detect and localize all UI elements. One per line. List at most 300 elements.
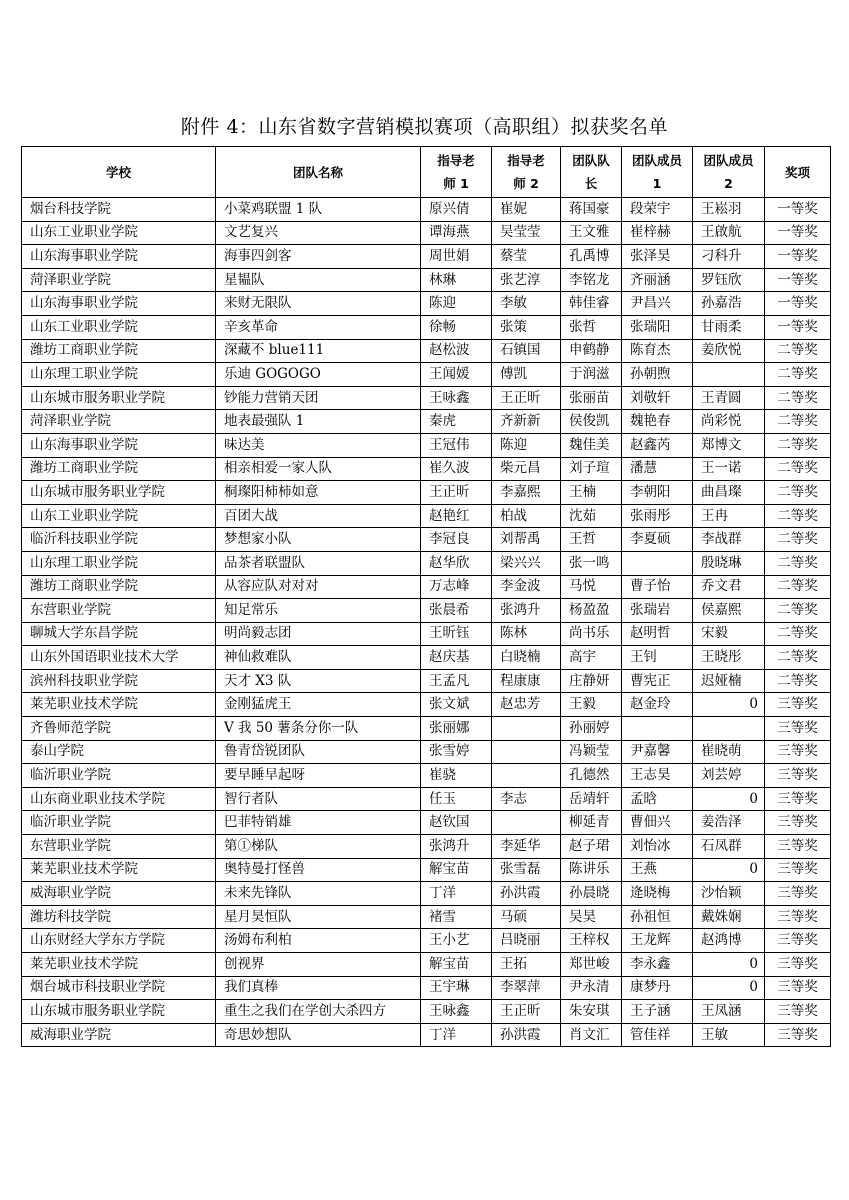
cell-advisor-2: 张雪磊 xyxy=(492,858,561,882)
cell-school: 东营职业学院 xyxy=(22,599,216,623)
cell-advisor-1: 丁洋 xyxy=(421,882,492,906)
cell-team-leader: 孔禹博 xyxy=(561,245,622,269)
cell-award: 三等奖 xyxy=(765,882,831,906)
cell-team-leader: 张一鸣 xyxy=(561,551,622,575)
column-header-line-2: 1 xyxy=(652,176,662,191)
cell-award: 三等奖 xyxy=(765,905,831,929)
cell-member-1: 曹佃兴 xyxy=(622,811,693,835)
cell-member-1: 曹子怡 xyxy=(622,575,693,599)
cell-member-1: 逄晓梅 xyxy=(622,882,693,906)
cell-member-1: 崔梓赫 xyxy=(622,221,693,245)
cell-advisor-2: 程康康 xyxy=(492,669,561,693)
cell-team-leader: 李铭龙 xyxy=(561,268,622,292)
cell-member-1: 王龙辉 xyxy=(622,929,693,953)
cell-team-leader: 魏佳美 xyxy=(561,433,622,457)
cell-advisor-1: 王咏鑫 xyxy=(421,386,492,410)
cell-team-name: 汤姆布利柏 xyxy=(216,929,421,953)
cell-member-1: 魏艳春 xyxy=(622,410,693,434)
column-header-member-1 xyxy=(622,147,693,198)
cell-advisor-2: 孙洪霞 xyxy=(492,882,561,906)
cell-member-2: 宋毅 xyxy=(693,622,765,646)
cell-advisor-2: 赵忠芳 xyxy=(492,693,561,717)
table-row xyxy=(22,268,831,292)
cell-member-1 xyxy=(622,717,693,741)
cell-team-leader: 王楠 xyxy=(561,481,622,505)
cell-team-name: 品茶者联盟队 xyxy=(216,551,421,575)
cell-member-2: 乔文君 xyxy=(693,575,765,599)
cell-member-1: 赵明哲 xyxy=(622,622,693,646)
cell-member-2: 沙怡颖 xyxy=(693,882,765,906)
cell-award: 一等奖 xyxy=(765,292,831,316)
cell-advisor-1: 原兴倩 xyxy=(421,198,492,222)
cell-award: 二等奖 xyxy=(765,622,831,646)
cell-member-2: 姜浩泽 xyxy=(693,811,765,835)
cell-team-name: 奥特曼打怪兽 xyxy=(216,858,421,882)
cell-team-name: 巴菲特销雄 xyxy=(216,811,421,835)
cell-member-1: 曹宪正 xyxy=(622,669,693,693)
cell-team-name: 金刚猛虎王 xyxy=(216,693,421,717)
cell-advisor-1: 谭海燕 xyxy=(421,221,492,245)
table-row xyxy=(22,433,831,457)
cell-advisor-1: 李冠良 xyxy=(421,528,492,552)
cell-award: 一等奖 xyxy=(765,245,831,269)
cell-team-name: 我们真棒 xyxy=(216,976,421,1000)
cell-team-leader: 郑世峻 xyxy=(561,953,622,977)
cell-team-leader: 岳靖轩 xyxy=(561,787,622,811)
cell-team-leader: 刘子瑄 xyxy=(561,457,622,481)
cell-school: 滨州科技职业学院 xyxy=(22,669,216,693)
cell-team-leader: 肖文汇 xyxy=(561,1023,622,1047)
cell-team-leader: 柳延青 xyxy=(561,811,622,835)
cell-school: 临沂职业学院 xyxy=(22,764,216,788)
column-header-line-2: 2 xyxy=(724,176,733,191)
column-header-team-leader xyxy=(561,147,622,198)
cell-member-2: 甘雨柔 xyxy=(693,315,765,339)
cell-team-leader: 王梓权 xyxy=(561,929,622,953)
cell-team-leader: 韩佳睿 xyxy=(561,292,622,316)
award-table xyxy=(21,146,831,1047)
cell-team-name: 小菜鸡联盟 1 队 xyxy=(216,198,421,222)
cell-member-2: 0 xyxy=(693,976,765,1000)
cell-team-leader: 尹永清 xyxy=(561,976,622,1000)
cell-member-2: 王晓彤 xyxy=(693,646,765,670)
cell-team-name: 文艺复兴 xyxy=(216,221,421,245)
table-row xyxy=(22,575,831,599)
cell-team-leader: 高宇 xyxy=(561,646,622,670)
cell-member-1: 王钊 xyxy=(622,646,693,670)
table-row xyxy=(22,221,831,245)
cell-member-2: 王凤涵 xyxy=(693,1000,765,1024)
cell-award: 三等奖 xyxy=(765,1000,831,1024)
column-header-line-2: 师 1 xyxy=(443,176,469,191)
cell-team-leader: 于润滋 xyxy=(561,363,622,387)
cell-award: 二等奖 xyxy=(765,575,831,599)
cell-school: 莱芜职业技术学院 xyxy=(22,858,216,882)
table-row xyxy=(22,669,831,693)
cell-member-1: 李夏硕 xyxy=(622,528,693,552)
cell-school: 莱芜职业技术学院 xyxy=(22,953,216,977)
column-header-line-1: 团队队 xyxy=(572,153,610,168)
cell-advisor-2: 李志 xyxy=(492,787,561,811)
cell-advisor-1: 王昕钰 xyxy=(421,622,492,646)
cell-advisor-1: 王正昕 xyxy=(421,481,492,505)
cell-member-1: 刘敬轩 xyxy=(622,386,693,410)
table-row xyxy=(22,457,831,481)
cell-advisor-2: 张艺淳 xyxy=(492,268,561,292)
cell-advisor-2: 陈林 xyxy=(492,622,561,646)
column-header-line-1: 团队成员 xyxy=(703,153,754,168)
cell-award: 三等奖 xyxy=(765,858,831,882)
cell-advisor-1: 丁洋 xyxy=(421,1023,492,1047)
cell-advisor-2 xyxy=(492,764,561,788)
cell-member-2: 赵鸿博 xyxy=(693,929,765,953)
cell-school: 山东财经大学东方学院 xyxy=(22,929,216,953)
cell-member-1: 陈育杰 xyxy=(622,339,693,363)
cell-team-name: 深藏不 blue111 xyxy=(216,339,421,363)
cell-award: 三等奖 xyxy=(765,1023,831,1047)
cell-award: 二等奖 xyxy=(765,481,831,505)
cell-award: 二等奖 xyxy=(765,386,831,410)
cell-advisor-2: 吴莹莹 xyxy=(492,221,561,245)
cell-advisor-1: 赵艳红 xyxy=(421,504,492,528)
cell-member-2: 孙嘉浩 xyxy=(693,292,765,316)
cell-school: 山东商业职业技术学院 xyxy=(22,787,216,811)
cell-advisor-1: 张雪婷 xyxy=(421,740,492,764)
cell-advisor-1: 王孟凡 xyxy=(421,669,492,693)
cell-member-2: 0 xyxy=(693,953,765,977)
cell-team-name: 鲁青岱锐团队 xyxy=(216,740,421,764)
column-header-line-1: 团队成员 xyxy=(631,153,682,168)
cell-school: 山东理工职业学院 xyxy=(22,363,216,387)
cell-advisor-2: 刘帮禹 xyxy=(492,528,561,552)
cell-team-leader: 王哲 xyxy=(561,528,622,552)
table-row xyxy=(22,929,831,953)
cell-award: 三等奖 xyxy=(765,835,831,859)
table-row xyxy=(22,363,831,387)
cell-team-name: 钞能力营销天团 xyxy=(216,386,421,410)
cell-team-name: 明尚毅志团 xyxy=(216,622,421,646)
table-row xyxy=(22,764,831,788)
cell-member-1: 李永鑫 xyxy=(622,953,693,977)
table-row xyxy=(22,198,831,222)
cell-member-2: 姜欣悦 xyxy=(693,339,765,363)
cell-team-name: 重生之我们在学创大杀四方 xyxy=(216,1000,421,1024)
cell-school: 东营职业学院 xyxy=(22,835,216,859)
table-row xyxy=(22,905,831,929)
cell-team-name: 星韫队 xyxy=(216,268,421,292)
table-row xyxy=(22,811,831,835)
cell-team-name: 天才 X3 队 xyxy=(216,669,421,693)
cell-team-name: 要早睡早起呀 xyxy=(216,764,421,788)
table-row xyxy=(22,551,831,575)
cell-award: 一等奖 xyxy=(765,198,831,222)
cell-award: 三等奖 xyxy=(765,787,831,811)
cell-school: 潍坊工商职业学院 xyxy=(22,339,216,363)
cell-school: 山东城市服务职业学院 xyxy=(22,386,216,410)
cell-member-2: 尚彩悦 xyxy=(693,410,765,434)
cell-school: 临沂职业学院 xyxy=(22,811,216,835)
cell-team-leader: 杨盈盈 xyxy=(561,599,622,623)
cell-school: 山东城市服务职业学院 xyxy=(22,481,216,505)
cell-advisor-1: 秦虎 xyxy=(421,410,492,434)
cell-team-leader: 王文雅 xyxy=(561,221,622,245)
cell-advisor-1: 赵钦国 xyxy=(421,811,492,835)
cell-advisor-2: 吕晓丽 xyxy=(492,929,561,953)
cell-member-2: 王敏 xyxy=(693,1023,765,1047)
cell-advisor-1: 赵华欣 xyxy=(421,551,492,575)
cell-award: 三等奖 xyxy=(765,693,831,717)
cell-advisor-1: 任玉 xyxy=(421,787,492,811)
column-header-advisor-2 xyxy=(492,147,561,198)
cell-team-leader: 侯俊凯 xyxy=(561,410,622,434)
cell-school: 威海职业学院 xyxy=(22,1023,216,1047)
cell-team-name: 辛亥革命 xyxy=(216,315,421,339)
cell-member-2: 罗钰欣 xyxy=(693,268,765,292)
cell-advisor-1: 王冠伟 xyxy=(421,433,492,457)
cell-advisor-2 xyxy=(492,811,561,835)
cell-school: 临沂科技职业学院 xyxy=(22,528,216,552)
cell-school: 山东城市服务职业学院 xyxy=(22,1000,216,1024)
cell-member-1 xyxy=(622,551,693,575)
cell-advisor-1: 解宝苗 xyxy=(421,858,492,882)
cell-member-2: 殷晓琳 xyxy=(693,551,765,575)
cell-member-2: 迟娅楠 xyxy=(693,669,765,693)
table-row xyxy=(22,339,831,363)
table-row xyxy=(22,599,831,623)
cell-team-leader: 张丽苗 xyxy=(561,386,622,410)
cell-advisor-2: 孙洪霞 xyxy=(492,1023,561,1047)
column-header-advisor-1 xyxy=(421,147,492,198)
cell-member-1: 潘慧 xyxy=(622,457,693,481)
cell-school: 山东外国语职业技术大学 xyxy=(22,646,216,670)
cell-member-1: 康梦丹 xyxy=(622,976,693,1000)
column-header-line-1: 学校 xyxy=(105,164,131,180)
table-row xyxy=(22,481,831,505)
cell-member-2: 刁科升 xyxy=(693,245,765,269)
cell-member-2: 崔晓萌 xyxy=(693,740,765,764)
table-row xyxy=(22,787,831,811)
cell-member-1: 赵鑫芮 xyxy=(622,433,693,457)
page-title: 附件 4：山东省数字营销模拟赛项（高职组）拟获奖名单 xyxy=(180,116,669,138)
cell-member-1: 王燕 xyxy=(622,858,693,882)
cell-advisor-1: 解宝苗 xyxy=(421,953,492,977)
column-header-member-2 xyxy=(693,147,765,198)
cell-member-1: 李朝阳 xyxy=(622,481,693,505)
cell-member-1: 张瑞岩 xyxy=(622,599,693,623)
cell-award: 三等奖 xyxy=(765,740,831,764)
cell-school: 泰山学院 xyxy=(22,740,216,764)
cell-team-leader: 庄静妍 xyxy=(561,669,622,693)
cell-team-leader: 赵子珺 xyxy=(561,835,622,859)
cell-school: 山东海事职业学院 xyxy=(22,433,216,457)
table-row xyxy=(22,528,831,552)
cell-school: 潍坊工商职业学院 xyxy=(22,575,216,599)
cell-award: 二等奖 xyxy=(765,551,831,575)
cell-member-1: 尹昌兴 xyxy=(622,292,693,316)
cell-advisor-2: 白晓楠 xyxy=(492,646,561,670)
cell-advisor-2: 梁兴兴 xyxy=(492,551,561,575)
cell-member-1: 段荣宇 xyxy=(622,198,693,222)
table-row xyxy=(22,410,831,434)
cell-school: 山东海事职业学院 xyxy=(22,292,216,316)
cell-team-leader: 孙晨晓 xyxy=(561,882,622,906)
cell-team-name: 味达美 xyxy=(216,433,421,457)
cell-member-1: 尹嘉馨 xyxy=(622,740,693,764)
cell-member-1: 王子涵 xyxy=(622,1000,693,1024)
cell-award: 一等奖 xyxy=(765,315,831,339)
table-row xyxy=(22,245,831,269)
cell-team-name: 未来先锋队 xyxy=(216,882,421,906)
cell-member-1: 孙祖恒 xyxy=(622,905,693,929)
cell-team-name: 第①梯队 xyxy=(216,835,421,859)
cell-team-name: 百团大战 xyxy=(216,504,421,528)
cell-advisor-1: 褚雪 xyxy=(421,905,492,929)
cell-team-name: 智行者队 xyxy=(216,787,421,811)
table-row xyxy=(22,315,831,339)
table-body xyxy=(22,198,831,1047)
table-row xyxy=(22,292,831,316)
cell-member-2: 侯嘉熙 xyxy=(693,599,765,623)
cell-award: 三等奖 xyxy=(765,953,831,977)
cell-member-1: 张泽昊 xyxy=(622,245,693,269)
cell-award: 二等奖 xyxy=(765,433,831,457)
table-row xyxy=(22,646,831,670)
column-header-line-1: 团队名称 xyxy=(292,164,343,180)
cell-advisor-2: 王正昕 xyxy=(492,386,561,410)
table-row xyxy=(22,858,831,882)
cell-member-2: 0 xyxy=(693,858,765,882)
cell-member-1: 孙朝煦 xyxy=(622,363,693,387)
cell-award: 三等奖 xyxy=(765,717,831,741)
table-row xyxy=(22,835,831,859)
cell-school: 菏泽职业学院 xyxy=(22,268,216,292)
cell-award: 二等奖 xyxy=(765,599,831,623)
cell-school: 山东工业职业学院 xyxy=(22,221,216,245)
cell-award: 二等奖 xyxy=(765,410,831,434)
cell-team-name: V 我 50 薯条分你一队 xyxy=(216,717,421,741)
cell-advisor-2: 陈迎 xyxy=(492,433,561,457)
cell-member-2: 王啟航 xyxy=(693,221,765,245)
cell-advisor-2 xyxy=(492,740,561,764)
cell-advisor-1: 张晨希 xyxy=(421,599,492,623)
cell-school: 威海职业学院 xyxy=(22,882,216,906)
cell-team-name: 神仙救难队 xyxy=(216,646,421,670)
cell-team-name: 海事四剑客 xyxy=(216,245,421,269)
cell-advisor-1: 徐畅 xyxy=(421,315,492,339)
cell-advisor-2: 蔡莹 xyxy=(492,245,561,269)
cell-school: 菏泽职业学院 xyxy=(22,410,216,434)
cell-team-leader: 尚书乐 xyxy=(561,622,622,646)
cell-award: 二等奖 xyxy=(765,504,831,528)
cell-advisor-2: 李敏 xyxy=(492,292,561,316)
cell-team-name: 知足常乐 xyxy=(216,599,421,623)
cell-advisor-2: 石镇国 xyxy=(492,339,561,363)
cell-member-1: 孟晗 xyxy=(622,787,693,811)
cell-team-leader: 张哲 xyxy=(561,315,622,339)
cell-school: 山东工业职业学院 xyxy=(22,315,216,339)
table-row xyxy=(22,717,831,741)
cell-award: 三等奖 xyxy=(765,811,831,835)
cell-school: 山东海事职业学院 xyxy=(22,245,216,269)
cell-advisor-2: 齐新新 xyxy=(492,410,561,434)
column-header-line-1: 指导老 xyxy=(507,153,545,168)
cell-team-name: 相亲相爱一家人队 xyxy=(216,457,421,481)
cell-team-leader: 朱安琪 xyxy=(561,1000,622,1024)
cell-member-2: 戴姝娴 xyxy=(693,905,765,929)
cell-advisor-2: 柏战 xyxy=(492,504,561,528)
cell-team-leader: 吴昊 xyxy=(561,905,622,929)
cell-member-2: 刘芸婷 xyxy=(693,764,765,788)
cell-award: 三等奖 xyxy=(765,976,831,1000)
cell-award: 二等奖 xyxy=(765,528,831,552)
column-header-line-2: 长 xyxy=(584,176,598,191)
cell-advisor-2: 王正昕 xyxy=(492,1000,561,1024)
cell-award: 二等奖 xyxy=(765,646,831,670)
cell-award: 二等奖 xyxy=(765,339,831,363)
table-row xyxy=(22,622,831,646)
cell-advisor-2: 傅凯 xyxy=(492,363,561,387)
cell-member-2: 0 xyxy=(693,693,765,717)
cell-member-2: 王青圆 xyxy=(693,386,765,410)
cell-advisor-2: 李延华 xyxy=(492,835,561,859)
table-row xyxy=(22,976,831,1000)
cell-advisor-2: 崔妮 xyxy=(492,198,561,222)
cell-team-leader: 孙丽婷 xyxy=(561,717,622,741)
cell-advisor-1: 赵松波 xyxy=(421,339,492,363)
cell-member-2: 李战群 xyxy=(693,528,765,552)
cell-award: 二等奖 xyxy=(765,457,831,481)
cell-team-leader: 申鹤静 xyxy=(561,339,622,363)
cell-award: 三等奖 xyxy=(765,929,831,953)
column-header-line-1: 指导老 xyxy=(437,153,475,168)
cell-member-1: 王志昊 xyxy=(622,764,693,788)
cell-advisor-1: 赵庆基 xyxy=(421,646,492,670)
cell-school: 潍坊工商职业学院 xyxy=(22,457,216,481)
cell-member-2: 石凤群 xyxy=(693,835,765,859)
cell-advisor-1: 王咏鑫 xyxy=(421,1000,492,1024)
cell-award: 二等奖 xyxy=(765,669,831,693)
cell-team-name: 桐璨阳柿柿如意 xyxy=(216,481,421,505)
cell-advisor-2: 柴元昌 xyxy=(492,457,561,481)
cell-member-2 xyxy=(693,717,765,741)
cell-advisor-2: 李翠萍 xyxy=(492,976,561,1000)
cell-advisor-1: 张丽娜 xyxy=(421,717,492,741)
cell-member-2: 王一诺 xyxy=(693,457,765,481)
cell-advisor-1: 万志峰 xyxy=(421,575,492,599)
cell-award: 二等奖 xyxy=(765,363,831,387)
cell-advisor-1: 崔久波 xyxy=(421,457,492,481)
cell-member-2 xyxy=(693,363,765,387)
table-row xyxy=(22,1023,831,1047)
column-header-line-1: 奖项 xyxy=(784,164,810,180)
cell-team-name: 创视界 xyxy=(216,953,421,977)
cell-member-1: 齐丽涵 xyxy=(622,268,693,292)
column-header-line-2: 师 2 xyxy=(513,176,539,191)
cell-team-name: 从容应队对对对 xyxy=(216,575,421,599)
cell-advisor-1: 陈迎 xyxy=(421,292,492,316)
cell-team-leader: 孔德然 xyxy=(561,764,622,788)
cell-award: 一等奖 xyxy=(765,221,831,245)
column-header-award xyxy=(765,147,831,198)
cell-team-leader: 蒋国豪 xyxy=(561,198,622,222)
table-row xyxy=(22,740,831,764)
cell-advisor-2: 马硕 xyxy=(492,905,561,929)
table-row xyxy=(22,693,831,717)
cell-school: 聊城大学东昌学院 xyxy=(22,622,216,646)
cell-school: 烟台城市科技职业学院 xyxy=(22,976,216,1000)
cell-team-leader: 王毅 xyxy=(561,693,622,717)
cell-member-2: 郑博文 xyxy=(693,433,765,457)
